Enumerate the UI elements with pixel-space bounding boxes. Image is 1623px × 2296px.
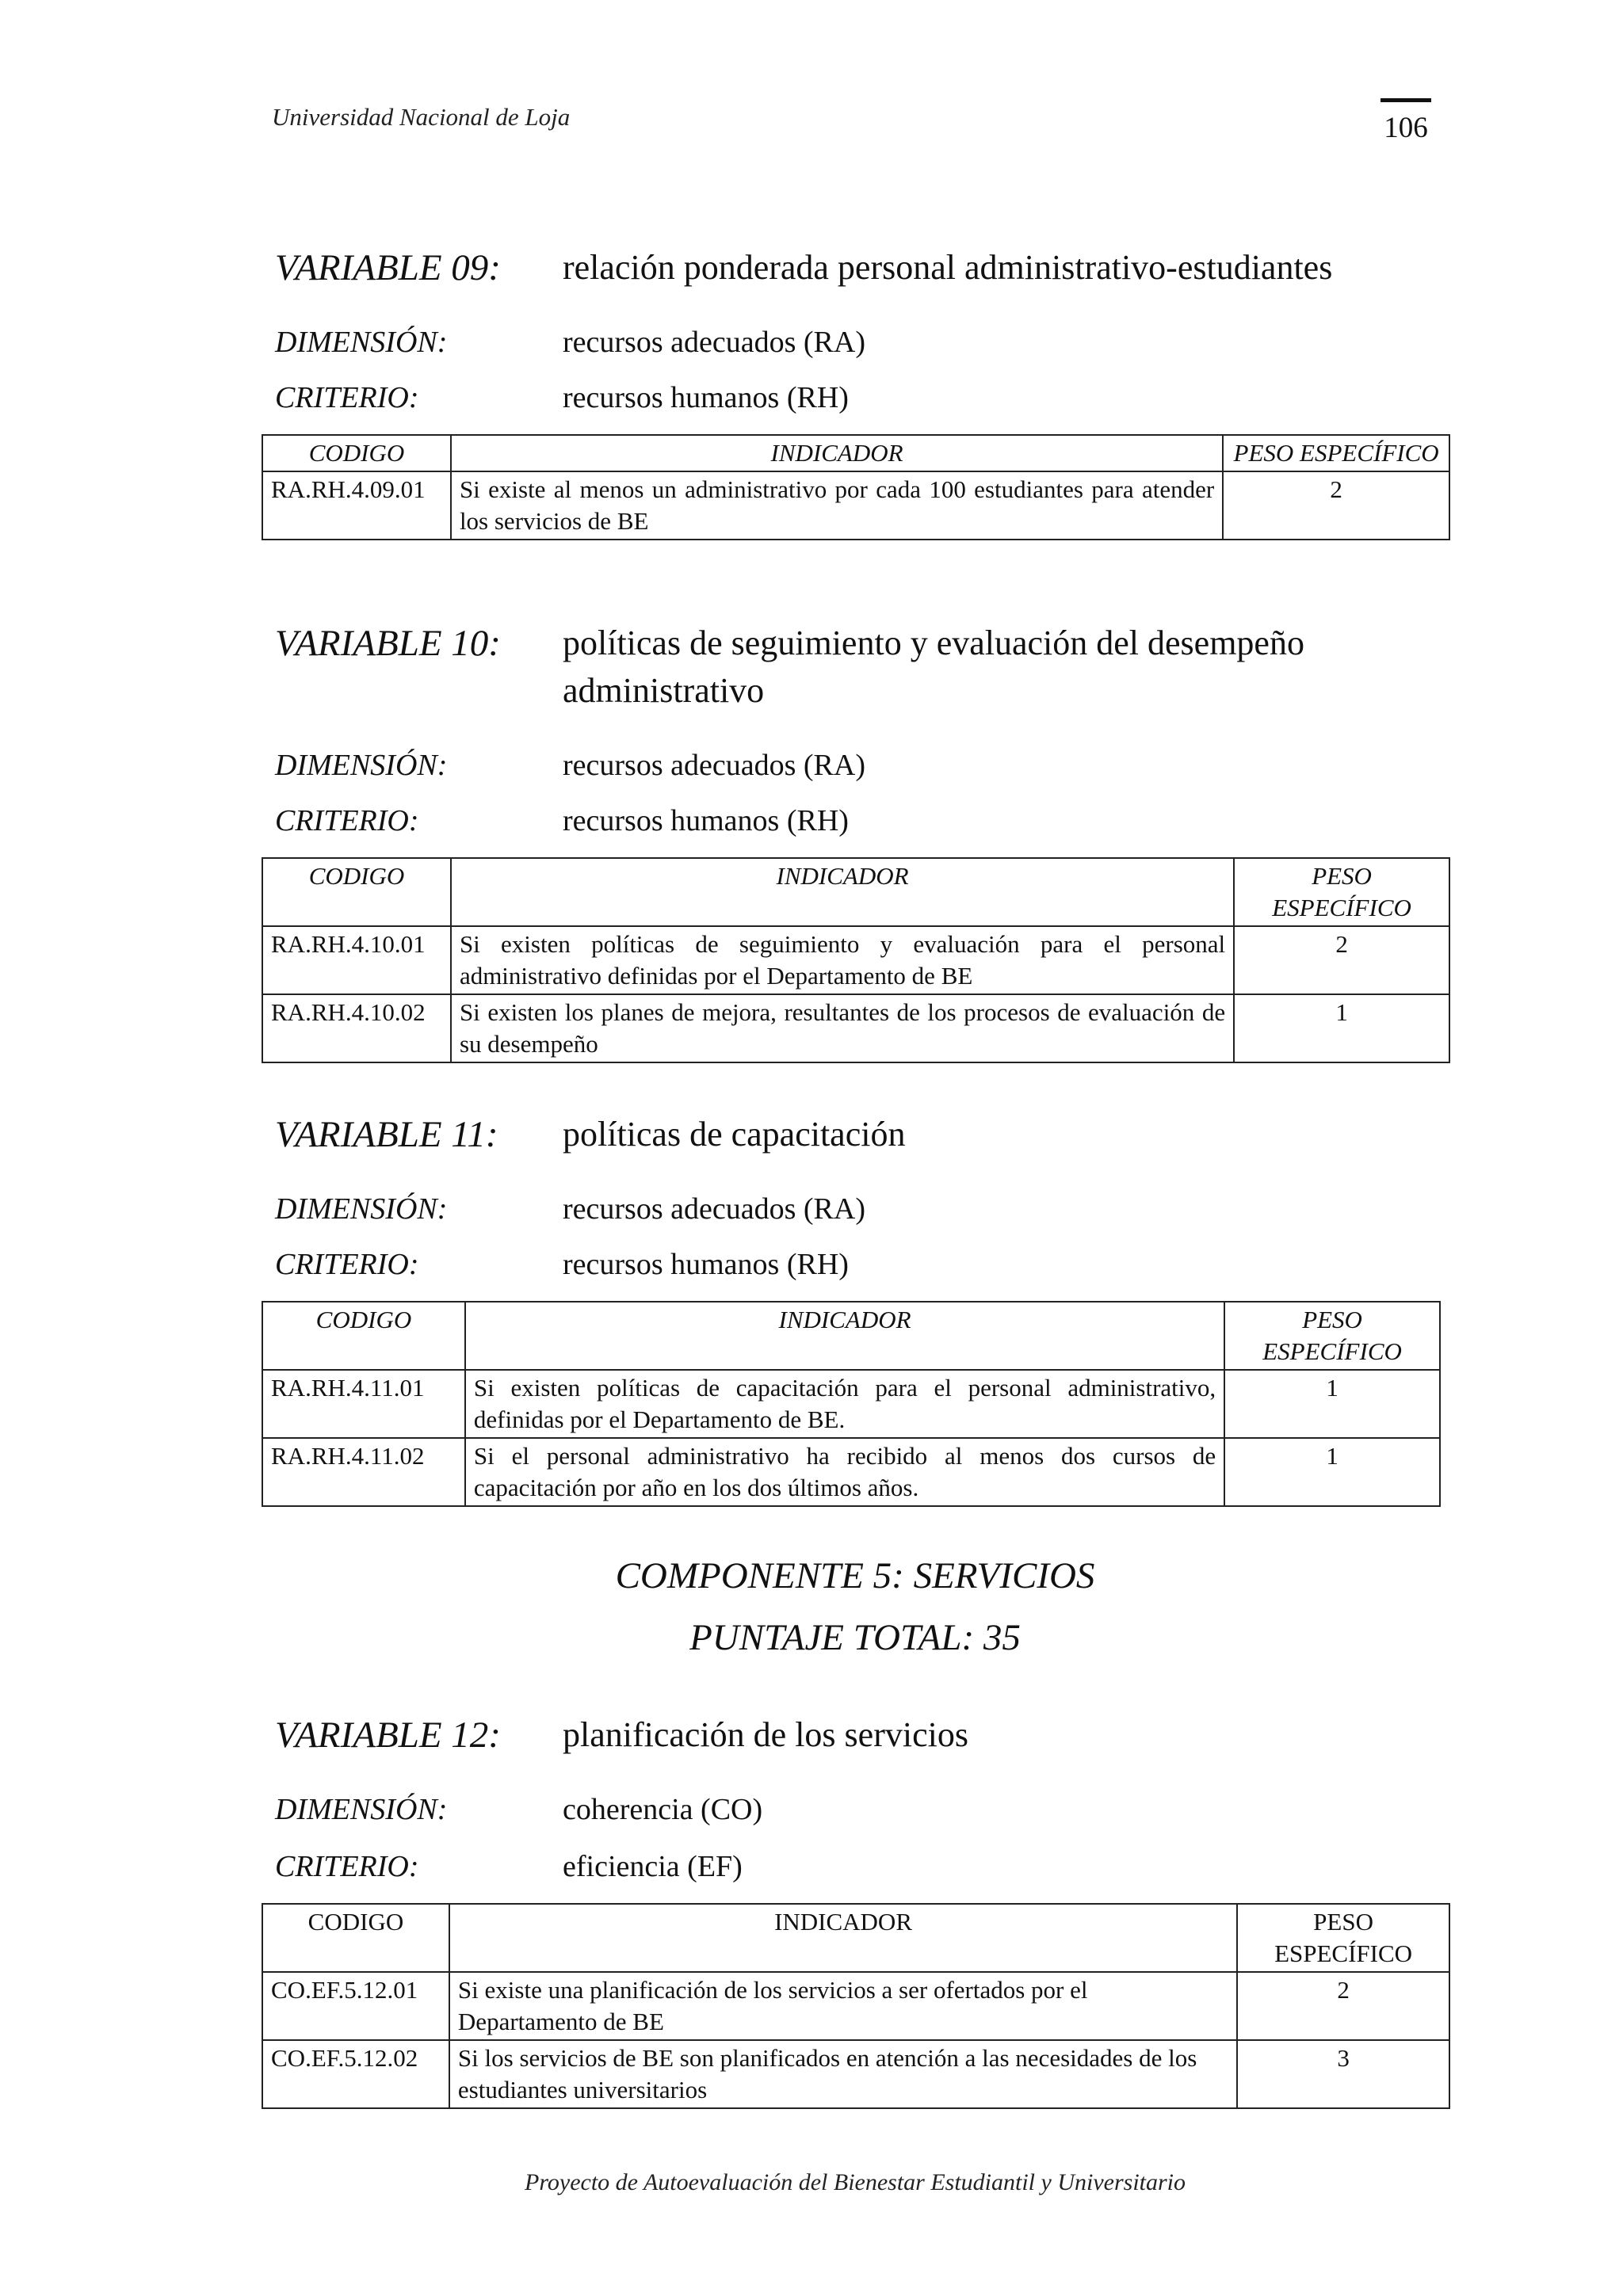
variable-10-heading — [275, 620, 1480, 715]
header-peso: PESO ESPECÍFICO — [1223, 435, 1449, 471]
criterio-label: CRITERIO: — [275, 1248, 419, 1281]
variable-09-dimension — [275, 325, 865, 360]
indicator-text: Si el personal administrativo ha recibido al menos dos cursos de capacitación por año en los dos últimos años. — [465, 1438, 1224, 1506]
indicator-text: Si existen políticas de seguimiento y evaluación para el personal administrativo definidas por el Departamento de BE — [451, 926, 1234, 994]
header-peso: PESO ESPECÍFICO — [1224, 1302, 1440, 1370]
variable-11-criterio — [275, 1247, 849, 1282]
variable-10-dimension — [275, 748, 865, 783]
variable-12-criterio — [275, 1849, 743, 1884]
variable-12-heading — [275, 1711, 1480, 1759]
running-footer: Proyecto de Autoevaluación del Bienestar Estudiantil y Universitario — [525, 2169, 1186, 2195]
dimension-label: DIMENSIÓN: — [275, 326, 448, 359]
indicator-table-11 — [262, 1301, 1441, 1507]
indicator-table-10 — [262, 857, 1450, 1063]
header-indicador: INDICADOR — [451, 435, 1223, 471]
table-row — [262, 1370, 1440, 1438]
indicator-weight: 2 — [1237, 1972, 1449, 2040]
variable-title: políticas de capacitación — [563, 1115, 906, 1154]
variable-09-criterio — [275, 380, 849, 415]
criterio-label: CRITERIO: — [275, 381, 419, 414]
indicator-weight: 2 — [1234, 926, 1449, 994]
indicator-text: Si existen políticas de capacitación para el personal administrativo, definidas por el Departamento de BE. — [465, 1370, 1224, 1438]
header-peso: PESO ESPECÍFICO — [1234, 858, 1449, 926]
componente-title: COMPONENTE 5: SERVICIOS — [615, 1555, 1095, 1596]
indicator-text: Si existe una planificación de los servicios a ser ofertados por el Departamento de BE — [449, 1972, 1237, 2040]
indicator-weight: 2 — [1223, 471, 1449, 540]
variable-title: políticas de seguimiento y evaluación del desempeño administrativo — [563, 624, 1304, 710]
dimension-label: DIMENSIÓN: — [275, 1793, 448, 1826]
indicator-code: CO.EF.5.12.01 — [262, 1972, 449, 2040]
indicator-code: RA.RH.4.11.02 — [262, 1438, 465, 1506]
table-row — [262, 1438, 1440, 1506]
variable-label: VARIABLE 10: — [275, 623, 501, 664]
criterio-value: recursos humanos (RH) — [563, 381, 849, 414]
header-peso: PESO ESPECÍFICO — [1237, 1904, 1449, 1972]
dimension-label: DIMENSIÓN: — [275, 749, 448, 782]
variable-11-dimension — [275, 1192, 865, 1226]
indicator-table-12 — [262, 1903, 1450, 2109]
indicator-weight: 1 — [1234, 994, 1449, 1062]
dimension-value: recursos adecuados (RA) — [563, 749, 865, 782]
table-header-row — [262, 858, 1449, 926]
indicator-code: CO.EF.5.12.02 — [262, 2040, 449, 2108]
indicator-code: RA.RH.4.11.01 — [262, 1370, 465, 1438]
variable-title: planificación de los servicios — [563, 1715, 968, 1754]
indicator-text: Si los servicios de BE son planificados en atención a las necesidades de los estudiantes universitarios — [449, 2040, 1237, 2108]
header-codigo: CODIGO — [262, 1302, 465, 1370]
indicator-code: RA.RH.4.09.01 — [262, 471, 451, 540]
page-number: 106 — [1384, 112, 1428, 144]
table-header-row — [262, 1904, 1449, 1972]
page-number-rule — [1381, 98, 1431, 102]
header-codigo: CODIGO — [262, 858, 451, 926]
indicator-text: Si existe al menos un administrativo por cada 100 estudiantes para atender los servicios de BE — [451, 471, 1223, 540]
variable-09-heading — [275, 244, 1480, 292]
criterio-value: recursos humanos (RH) — [563, 804, 849, 837]
variable-title: relación ponderada personal administrativo-estudiantes — [563, 248, 1333, 287]
criterio-label: CRITERIO: — [275, 804, 419, 837]
header-codigo: CODIGO — [262, 435, 451, 471]
criterio-value: eficiencia (EF) — [563, 1850, 743, 1883]
variable-12-dimension — [275, 1792, 762, 1827]
puntaje-total: PUNTAJE TOTAL: 35 — [689, 1617, 1021, 1658]
header-indicador: INDICADOR — [451, 858, 1234, 926]
table-row — [262, 2040, 1449, 2108]
indicator-text: Si existen los planes de mejora, resultantes de los procesos de evaluación de su desempeño — [451, 994, 1234, 1062]
criterio-label: CRITERIO: — [275, 1850, 419, 1883]
variable-label: VARIABLE 12: — [275, 1714, 501, 1756]
indicator-table-09 — [262, 434, 1450, 540]
running-header: Universidad Nacional de Loja — [272, 103, 571, 131]
indicator-code: RA.RH.4.10.01 — [262, 926, 451, 994]
header-indicador: INDICADOR — [449, 1904, 1237, 1972]
indicator-weight: 1 — [1224, 1438, 1440, 1506]
table-row — [262, 471, 1449, 540]
header-indicador: INDICADOR — [465, 1302, 1224, 1370]
variable-11-heading — [275, 1111, 1480, 1158]
indicator-weight: 1 — [1224, 1370, 1440, 1438]
table-row — [262, 926, 1449, 994]
table-row — [262, 1972, 1449, 2040]
dimension-value: coherencia (CO) — [563, 1793, 763, 1826]
table-row — [262, 994, 1449, 1062]
indicator-weight: 3 — [1237, 2040, 1449, 2108]
table-header-row — [262, 435, 1449, 471]
variable-label: VARIABLE 09: — [275, 247, 501, 288]
table-header-row — [262, 1302, 1440, 1370]
criterio-value: recursos humanos (RH) — [563, 1248, 849, 1281]
variable-label: VARIABLE 11: — [275, 1114, 498, 1155]
dimension-value: recursos adecuados (RA) — [563, 1192, 865, 1226]
dimension-label: DIMENSIÓN: — [275, 1192, 448, 1226]
dimension-value: recursos adecuados (RA) — [563, 326, 865, 359]
indicator-code: RA.RH.4.10.02 — [262, 994, 451, 1062]
header-codigo: CODIGO — [262, 1904, 449, 1972]
variable-10-criterio — [275, 803, 849, 838]
